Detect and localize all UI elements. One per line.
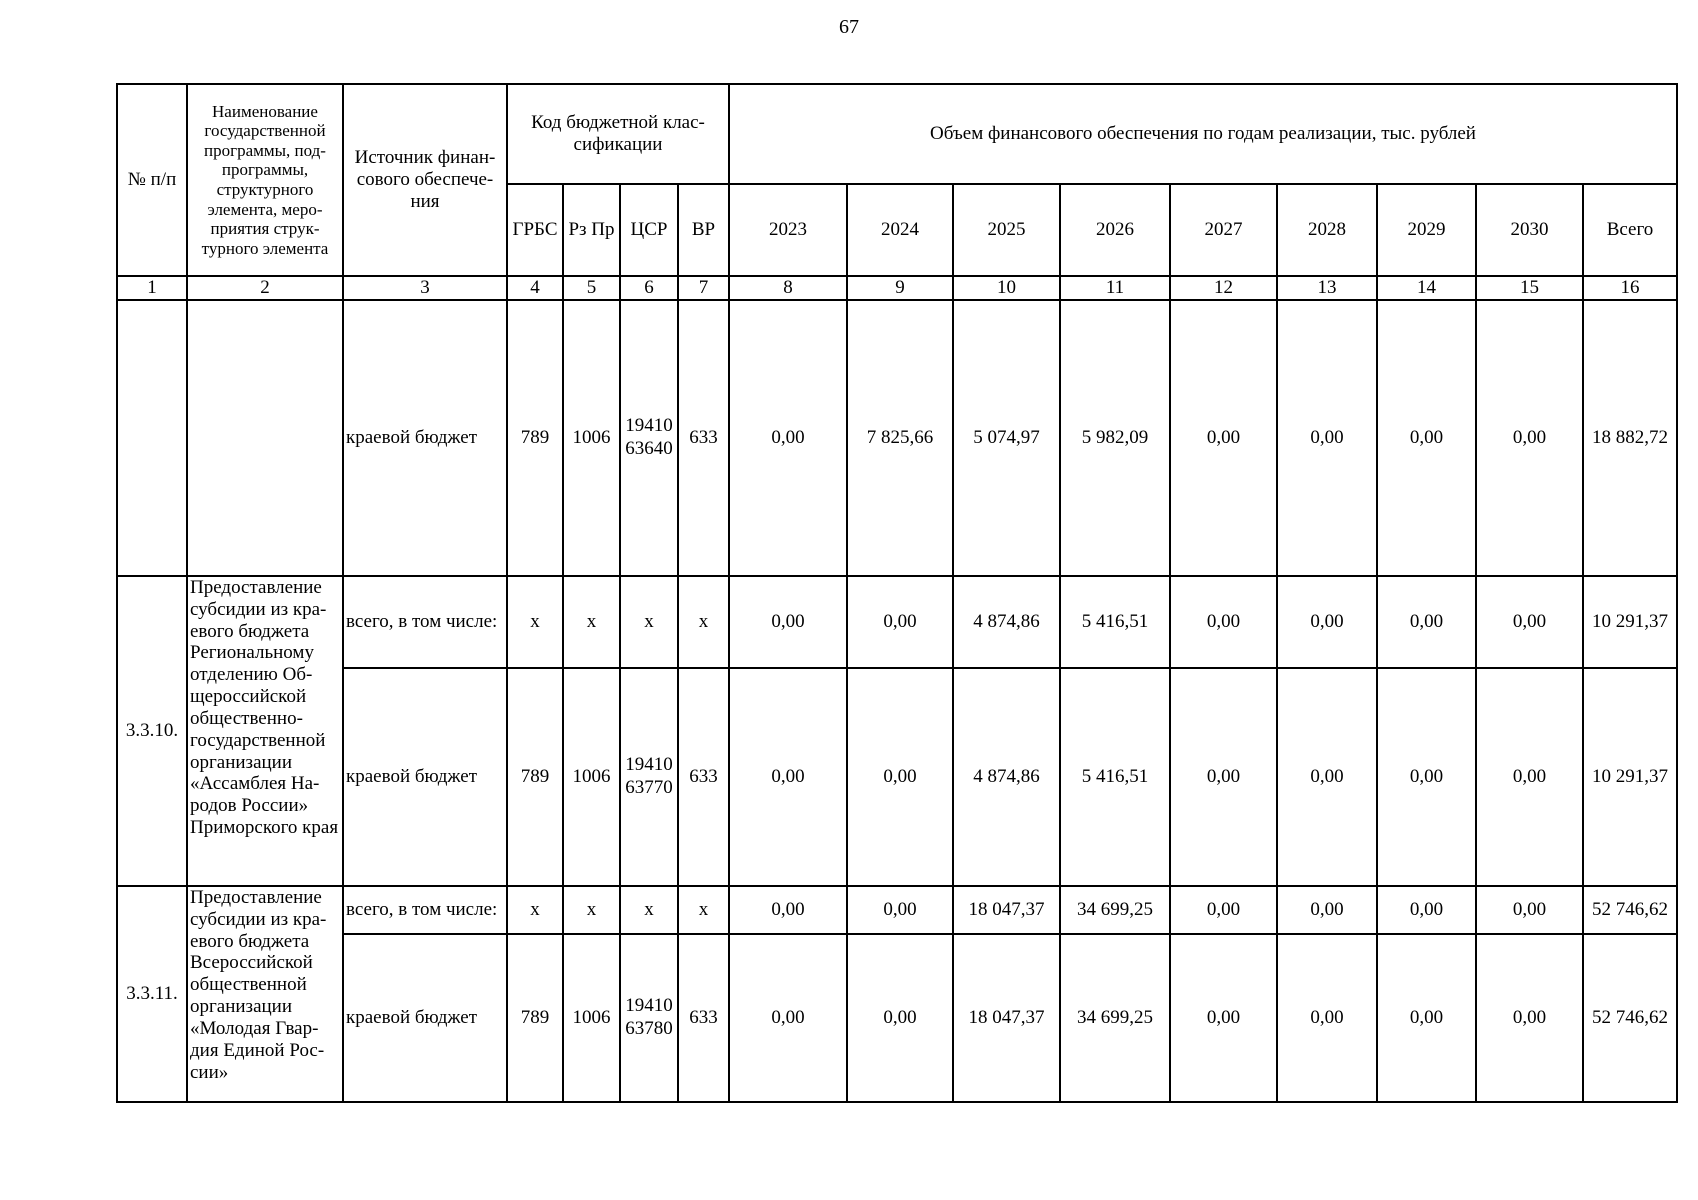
header-year-2025: 2025	[953, 184, 1060, 276]
table-row	[117, 934, 1677, 1102]
header-year-2030: 2030	[1476, 184, 1583, 276]
col-number: 12	[1170, 276, 1277, 300]
value-cell: 0,00	[847, 886, 953, 934]
value-cell: 0,00	[729, 576, 847, 668]
grbs-cell: 789	[507, 934, 563, 1102]
grbs-cell: 789	[507, 668, 563, 886]
grbs-cell: x	[507, 886, 563, 934]
value-cell: 0,00	[1377, 576, 1476, 668]
col-number: 3	[343, 276, 507, 300]
value-cell: 0,00	[729, 886, 847, 934]
value-cell: 0,00	[1170, 886, 1277, 934]
col-number: 2	[187, 276, 343, 300]
value-cell: 10 291,37	[1583, 668, 1677, 886]
header-csr: ЦСР	[620, 184, 678, 276]
col-number: 1	[117, 276, 187, 300]
value-cell: 0,00	[1377, 300, 1476, 576]
col-number: 14	[1377, 276, 1476, 300]
value-cell: 34 699,25	[1060, 934, 1170, 1102]
table-row	[117, 886, 1677, 934]
value-cell: 52 746,62	[1583, 934, 1677, 1102]
value-cell: 4 874,86	[953, 668, 1060, 886]
csr-cell: 19410 63640	[620, 300, 678, 576]
header-grbs: ГРБС	[507, 184, 563, 276]
value-cell: 18 882,72	[1583, 300, 1677, 576]
rzpr-cell: 1006	[563, 300, 620, 576]
col-number: 16	[1583, 276, 1677, 300]
value-cell: 34 699,25	[1060, 886, 1170, 934]
rzpr-cell: 1006	[563, 934, 620, 1102]
csr-cell: 19410 63770	[620, 668, 678, 886]
value-cell: 0,00	[729, 300, 847, 576]
col-number: 7	[678, 276, 729, 300]
header-year-2024: 2024	[847, 184, 953, 276]
value-cell: 0,00	[847, 934, 953, 1102]
value-cell: 0,00	[1277, 934, 1377, 1102]
vr-cell: 633	[678, 300, 729, 576]
value-cell: 0,00	[1476, 576, 1583, 668]
grbs-cell: x	[507, 576, 563, 668]
value-cell: 0,00	[1170, 934, 1277, 1102]
col-number: 11	[1060, 276, 1170, 300]
vr-cell: 633	[678, 934, 729, 1102]
header-year-2029: 2029	[1377, 184, 1476, 276]
table-row	[117, 668, 1677, 886]
value-cell: 0,00	[847, 576, 953, 668]
value-cell: 7 825,66	[847, 300, 953, 576]
header-code-group: Код бюджетной клас-сификации	[507, 84, 729, 184]
value-cell: 0,00	[1277, 886, 1377, 934]
header-year-2028: 2028	[1277, 184, 1377, 276]
vr-cell: x	[678, 576, 729, 668]
source-cell: краевой бюджет	[343, 300, 507, 576]
value-cell: 0,00	[729, 668, 847, 886]
value-cell: 0,00	[1170, 668, 1277, 886]
col-number: 10	[953, 276, 1060, 300]
header-vr: ВР	[678, 184, 729, 276]
table-row	[117, 576, 1677, 668]
vr-cell: 633	[678, 668, 729, 886]
value-cell: 0,00	[1277, 668, 1377, 886]
value-cell: 18 047,37	[953, 886, 1060, 934]
value-cell: 0,00	[1476, 934, 1583, 1102]
source-cell: всего, в том числе:	[343, 576, 507, 668]
col-number: 5	[563, 276, 620, 300]
grbs-cell: 789	[507, 300, 563, 576]
col-number: 9	[847, 276, 953, 300]
header-rzpr: Рз Пр	[563, 184, 620, 276]
value-cell: 4 874,86	[953, 576, 1060, 668]
header-year-2026: 2026	[1060, 184, 1170, 276]
header-year-2023: 2023	[729, 184, 847, 276]
header-name: Наименование государственной программы, под-программы, структурного элемента, меро-приятия струк-турного элемента	[187, 84, 343, 276]
header-total: Всего	[1583, 184, 1677, 276]
csr-cell: x	[620, 576, 678, 668]
source-cell: краевой бюджет	[343, 668, 507, 886]
row-name-cell: Предоставление субсидии из кра-евого бюджета Всероссийской общественной организации «Молодая Гвар-дия Единой Рос-сии»	[187, 886, 343, 1102]
value-cell: 18 047,37	[953, 934, 1060, 1102]
row-number-cell	[117, 300, 187, 576]
value-cell: 10 291,37	[1583, 576, 1677, 668]
value-cell: 0,00	[1170, 576, 1277, 668]
row-name-cell	[187, 300, 343, 576]
value-cell: 0,00	[1476, 886, 1583, 934]
value-cell: 5 982,09	[1060, 300, 1170, 576]
vr-cell: x	[678, 886, 729, 934]
header-volume-group: Объем финансового обеспечения по годам реализации, тыс. рублей	[729, 84, 1677, 184]
value-cell: 0,00	[1377, 886, 1476, 934]
value-cell: 0,00	[729, 934, 847, 1102]
csr-cell: x	[620, 886, 678, 934]
value-cell: 5 416,51	[1060, 668, 1170, 886]
col-number: 13	[1277, 276, 1377, 300]
column-number-row	[117, 276, 1677, 300]
rzpr-cell: x	[563, 576, 620, 668]
header-row-1	[117, 84, 1677, 184]
col-number: 8	[729, 276, 847, 300]
value-cell: 5 416,51	[1060, 576, 1170, 668]
col-number: 15	[1476, 276, 1583, 300]
value-cell: 52 746,62	[1583, 886, 1677, 934]
value-cell: 0,00	[1476, 668, 1583, 886]
csr-cell: 19410 63780	[620, 934, 678, 1102]
col-number: 4	[507, 276, 563, 300]
row-number-cell: 3.3.11.	[117, 886, 187, 1102]
source-cell: всего, в том числе:	[343, 886, 507, 934]
header-source: Источник финан-сового обеспече-ния	[343, 84, 507, 276]
col-number: 6	[620, 276, 678, 300]
row-number-cell: 3.3.10.	[117, 576, 187, 886]
value-cell: 0,00	[1277, 576, 1377, 668]
table-row	[117, 300, 1677, 576]
row-name-cell: Предоставление субсидии из кра-евого бюджета Региональному отделению Об-щероссийской общественно-государственной организации «Ассамблея На-родов России» Приморского края	[187, 576, 343, 886]
rzpr-cell: x	[563, 886, 620, 934]
page-number: 67	[839, 16, 859, 38]
value-cell: 0,00	[1377, 934, 1476, 1102]
value-cell: 0,00	[1377, 668, 1476, 886]
value-cell: 5 074,97	[953, 300, 1060, 576]
source-cell: краевой бюджет	[343, 934, 507, 1102]
rzpr-cell: 1006	[563, 668, 620, 886]
value-cell: 0,00	[1277, 300, 1377, 576]
header-year-2027: 2027	[1170, 184, 1277, 276]
value-cell: 0,00	[1170, 300, 1277, 576]
budget-table	[116, 83, 1678, 1103]
value-cell: 0,00	[1476, 300, 1583, 576]
header-no: № п/п	[117, 84, 187, 276]
value-cell: 0,00	[847, 668, 953, 886]
